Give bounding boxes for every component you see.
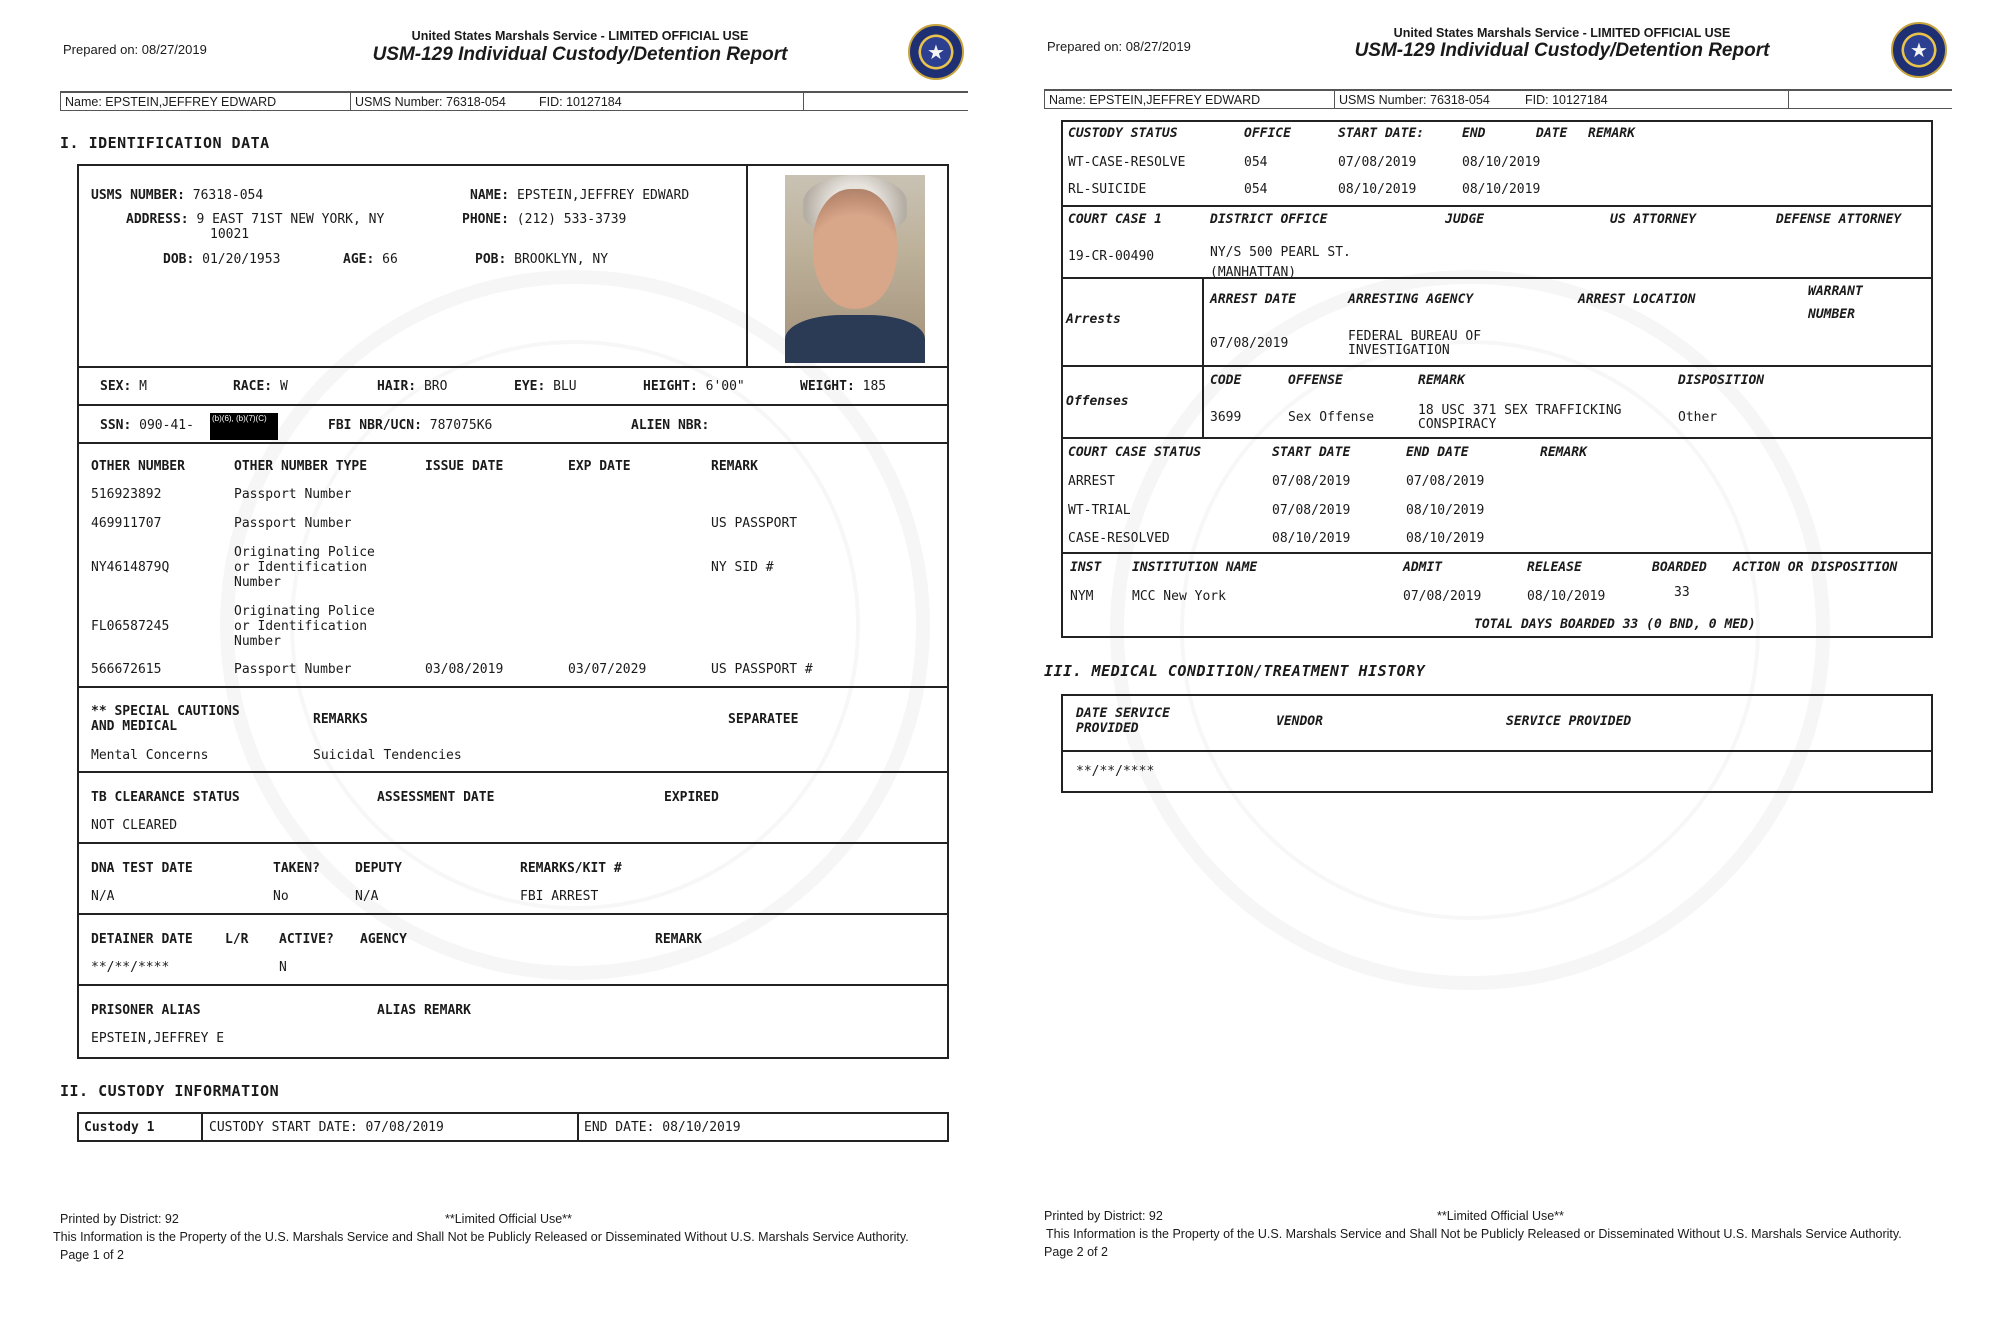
- weight-value: 185: [862, 379, 887, 394]
- arrests-label: Arrests: [1066, 312, 1121, 327]
- custody-start: 08/10/2019: [1338, 182, 1417, 197]
- arrest-location-header: ARREST LOCATION: [1578, 292, 1696, 307]
- other-number-type: Originating Police: [234, 604, 375, 619]
- offense-remark-header: REMARK: [1418, 373, 1465, 388]
- issue-date-header: ISSUE DATE: [425, 459, 504, 474]
- inst-header: INST: [1070, 560, 1102, 575]
- printed-by-district: Printed by District: 92: [60, 1212, 179, 1226]
- other-number-remark: NY SID #: [711, 560, 774, 575]
- institution-name: MCC New York: [1132, 589, 1226, 604]
- custody-status: WT-CASE-RESOLVE: [1068, 155, 1186, 170]
- boarded-days: 33: [1674, 585, 1690, 600]
- medical-section-title: III. MEDICAL CONDITION/TREATMENT HISTORY: [1044, 662, 1426, 680]
- height-value: 6'00": [705, 379, 745, 394]
- sex-value: M: [139, 379, 147, 394]
- tb-status-header: TB CLEARANCE STATUS: [91, 790, 240, 805]
- action-disposition-header: ACTION OR DISPOSITION: [1733, 560, 1898, 575]
- offense-code: 3699: [1210, 410, 1242, 425]
- name-bar-fid: FID: 10127184: [539, 95, 622, 109]
- date-service-header-line2: PROVIDED: [1076, 721, 1139, 736]
- custody-box: [77, 1112, 949, 1142]
- detainer-date-value: **/**/****: [91, 960, 170, 975]
- other-number: FL06587245: [91, 619, 170, 634]
- other-number: 469911707: [91, 516, 162, 531]
- other-number-header: OTHER NUMBER: [91, 459, 185, 474]
- special-remark-value: Suicidal Tendencies: [313, 748, 462, 763]
- other-number-issue-date: 03/08/2019: [425, 662, 504, 677]
- ssn-label: SSN:: [100, 418, 132, 433]
- arresting-agency-header: ARRESTING AGENCY: [1348, 292, 1474, 307]
- alias-remark-header: ALIAS REMARK: [377, 1003, 471, 1018]
- custody-office: 054: [1244, 182, 1268, 197]
- offense-remark-line1: 18 USC 371 SEX TRAFFICKING: [1418, 403, 1622, 418]
- height-label: HEIGHT:: [643, 379, 698, 394]
- prisoner-alias-header: PRISONER ALIAS: [91, 1003, 201, 1018]
- remark-header: REMARK: [711, 459, 758, 474]
- special-cautions-header: ** SPECIAL CAUTIONS: [91, 704, 240, 719]
- page-number: Page 1 of 2: [60, 1248, 124, 1262]
- other-number: NY4614879Q: [91, 560, 170, 575]
- dob-value: 01/20/1953: [202, 252, 281, 267]
- ccs-status: CASE-RESOLVED: [1068, 531, 1170, 546]
- other-number-type: Number: [234, 575, 281, 590]
- warrant-number-header: NUMBER: [1808, 307, 1855, 322]
- dna-date-value: N/A: [91, 889, 115, 904]
- custody-end: 08/10/2019: [1462, 182, 1541, 197]
- warrant-header: WARRANT: [1808, 284, 1863, 299]
- custody-office: 054: [1244, 155, 1268, 170]
- detainer-agency-header: AGENCY: [360, 932, 407, 947]
- other-number: 516923892: [91, 487, 162, 502]
- property-notice: This Information is the Property of the U.S. Marshals Service and Shall Not be Publicly Released or Disseminated Without U.S. Marshals Service Authority.: [1046, 1227, 1902, 1241]
- other-number-exp-date: 03/07/2029: [568, 662, 647, 677]
- other-number-type-header: OTHER NUMBER TYPE: [234, 459, 368, 474]
- name-bar-fid: FID: 10127184: [1525, 93, 1608, 107]
- address-label: ADDRESS:: [126, 212, 189, 227]
- other-number-type: Originating Police: [234, 545, 375, 560]
- ccs-end: 07/08/2019: [1406, 474, 1485, 489]
- us-attorney-header: US ATTORNEY: [1610, 212, 1697, 227]
- boarded-header: BOARDED: [1652, 560, 1707, 575]
- name-bar-usms: USMS Number: 76318-054: [355, 95, 506, 109]
- arrest-date-header: ARREST DATE: [1210, 292, 1297, 307]
- ccs-status: ARREST: [1068, 474, 1115, 489]
- offense-remark-line2: CONSPIRACY: [1418, 417, 1497, 432]
- sex-label: SEX:: [100, 379, 132, 394]
- ccs-end-date-header: END DATE: [1406, 445, 1469, 460]
- offenses-label: Offenses: [1066, 394, 1129, 409]
- alien-number-label: ALIEN NBR:: [631, 418, 710, 433]
- dna-taken-value: No: [273, 889, 289, 904]
- custody-start: 07/08/2019: [1338, 155, 1417, 170]
- hair-label: HAIR:: [377, 379, 417, 394]
- special-remarks-header: REMARKS: [313, 712, 368, 727]
- detainer-active-header: ACTIVE?: [279, 932, 334, 947]
- tb-status-value: NOT CLEARED: [91, 818, 178, 833]
- remark-header: REMARK: [1588, 126, 1635, 141]
- date-service-header: DATE SERVICE: [1076, 706, 1170, 721]
- medical-box: [1061, 694, 1933, 793]
- name-label: NAME:: [470, 188, 510, 203]
- printed-by-district: Printed by District: 92: [1044, 1209, 1163, 1223]
- race-label: RACE:: [233, 379, 273, 394]
- admit-date: 07/08/2019: [1403, 589, 1482, 604]
- medical-date-value: **/**/****: [1076, 764, 1155, 779]
- address-line2: 10021: [210, 227, 250, 242]
- arresting-agency-line2: INVESTIGATION: [1348, 343, 1450, 358]
- other-number-type: or Identification: [234, 619, 368, 634]
- dna-deputy-value: N/A: [355, 889, 379, 904]
- special-cautions-header-line2: AND MEDICAL: [91, 719, 178, 734]
- report-page-2: [1000, 0, 2000, 1324]
- other-number-type: Passport Number: [234, 516, 352, 531]
- offense-header: OFFENSE: [1288, 373, 1343, 388]
- tb-assessment-header: ASSESSMENT DATE: [377, 790, 495, 805]
- ssn-redaction: (b)(6), (b)(7)(C): [210, 413, 278, 440]
- end-header: END: [1462, 126, 1486, 141]
- dob-label: DOB:: [163, 252, 195, 267]
- name-bar-name: Name: EPSTEIN,JEFFREY EDWARD: [1049, 93, 1261, 107]
- court-office-line1: NY/S 500 PEARL ST.: [1210, 245, 1351, 260]
- detainer-remark-header: REMARK: [655, 932, 702, 947]
- dna-deputy-header: DEPUTY: [355, 861, 402, 876]
- name-bar-name: Name: EPSTEIN,JEFFREY EDWARD: [65, 95, 277, 109]
- dna-remarks-value: FBI ARREST: [520, 889, 599, 904]
- limited-official-use: **Limited Official Use**: [1437, 1209, 1564, 1223]
- other-number-type: Number: [234, 634, 281, 649]
- limited-official-use: **Limited Official Use**: [445, 1212, 572, 1226]
- court-case-header: COURT CASE 1: [1068, 212, 1162, 227]
- ccs-remark-header: REMARK: [1540, 445, 1587, 460]
- property-notice: This Information is the Property of the U.S. Marshals Service and Shall Not be Publicly Released or Disseminated Without U.S. Marshals Service Authority.: [53, 1230, 909, 1244]
- other-number-remark: US PASSPORT #: [711, 662, 813, 677]
- pob-value: BROOKLYN, NY: [514, 252, 609, 267]
- dna-taken-header: TAKEN?: [273, 861, 320, 876]
- judge-header: JUDGE: [1445, 212, 1485, 227]
- admit-header: ADMIT: [1403, 560, 1443, 575]
- usms-seal-icon: [908, 24, 964, 80]
- age-label: AGE:: [343, 252, 375, 267]
- hair-value: BRO: [423, 379, 448, 394]
- arresting-agency-line1: FEDERAL BUREAU OF: [1348, 329, 1482, 344]
- custody-status-header: CUSTODY STATUS: [1068, 126, 1178, 141]
- name-value: EPSTEIN,JEFFREY EDWARD: [516, 188, 690, 203]
- pob-label: POB:: [475, 252, 507, 267]
- exp-date-header: EXP DATE: [568, 459, 631, 474]
- total-days-boarded: TOTAL DAYS BOARDED 33 (0 BND, 0 MED): [1474, 617, 1756, 632]
- ccs-end: 08/10/2019: [1406, 503, 1485, 518]
- header-agency-line: United States Marshals Service - LIMITED OFFICIAL USE: [1393, 26, 1731, 40]
- inst-code: NYM: [1070, 589, 1094, 604]
- other-number: 566672615: [91, 662, 162, 677]
- ccs-start: 08/10/2019: [1272, 531, 1351, 546]
- ccs-start: 07/08/2019: [1272, 474, 1351, 489]
- age-value: 66: [382, 252, 398, 267]
- court-case-status-header: COURT CASE STATUS: [1068, 445, 1202, 460]
- special-caution-value: Mental Concerns: [91, 748, 209, 763]
- usms-number-label: USMS NUMBER:: [91, 188, 185, 203]
- ccs-start-date-header: START DATE: [1272, 445, 1351, 460]
- separatee-header: SEPARATEE: [728, 712, 799, 727]
- prepared-on: Prepared on: 08/27/2019: [1047, 39, 1191, 54]
- disposition-value: Other: [1678, 410, 1718, 425]
- custody-status: RL-SUICIDE: [1068, 182, 1147, 197]
- header-agency-line: United States Marshals Service - LIMITED OFFICIAL USE: [411, 29, 749, 43]
- other-number-remark: US PASSPORT: [711, 516, 798, 531]
- office-header: OFFICE: [1244, 126, 1291, 141]
- report-title: USM-129 Individual Custody/Detention Report: [372, 44, 788, 65]
- ccs-status: WT-TRIAL: [1068, 503, 1131, 518]
- eye-label: EYE:: [514, 379, 546, 394]
- prepared-on: Prepared on: 08/27/2019: [63, 42, 207, 57]
- disposition-header: DISPOSITION: [1678, 373, 1765, 388]
- vendor-header: VENDOR: [1276, 714, 1323, 729]
- code-header: CODE: [1210, 373, 1242, 388]
- name-bar: [1044, 89, 1952, 109]
- usms-number-value: 76318-054: [192, 188, 264, 203]
- detainer-date-header: DETAINER DATE: [91, 932, 193, 947]
- start-date-header: START DATE:: [1338, 126, 1425, 141]
- custody-end: 08/10/2019: [1462, 155, 1541, 170]
- offense-value: Sex Offense: [1288, 410, 1375, 425]
- prisoner-alias-value: EPSTEIN,JEFFREY E: [91, 1031, 225, 1046]
- fbi-number-label: FBI NBR/UCN:: [328, 418, 422, 433]
- arrest-date-value: 07/08/2019: [1210, 336, 1289, 351]
- detainer-lr-header: L/R: [225, 932, 249, 947]
- detainer-active-value: N: [279, 960, 287, 975]
- court-office-line2: (MANHATTAN): [1210, 265, 1297, 280]
- phone-value: (212) 533-3739: [516, 212, 627, 227]
- other-number-type: Passport Number: [234, 487, 352, 502]
- page-number: Page 2 of 2: [1044, 1245, 1108, 1259]
- dna-remarks-header: REMARKS/KIT #: [520, 861, 622, 876]
- weight-label: WEIGHT:: [800, 379, 855, 394]
- name-bar: [60, 91, 968, 111]
- eye-value: BLU: [553, 379, 577, 394]
- other-number-type: or Identification: [234, 560, 368, 575]
- ccs-end: 08/10/2019: [1406, 531, 1485, 546]
- race-value: W: [279, 379, 288, 394]
- custody-section-title: II. CUSTODY INFORMATION: [60, 1082, 280, 1100]
- court-case-number: 19-CR-00490: [1068, 249, 1155, 264]
- fbi-number-value: 787075K6: [429, 418, 493, 433]
- name-bar-usms: USMS Number: 76318-054: [1339, 93, 1490, 107]
- service-provided-header: SERVICE PROVIDED: [1506, 714, 1632, 729]
- usms-seal-icon: [1891, 22, 1947, 78]
- district-office-header: DISTRICT OFFICE: [1210, 212, 1328, 227]
- other-number-type: Passport Number: [234, 662, 352, 677]
- ccs-start: 07/08/2019: [1272, 503, 1351, 518]
- custody-end-date: END DATE: 08/10/2019: [584, 1120, 741, 1135]
- report-title: USM-129 Individual Custody/Detention Report: [1354, 40, 1770, 61]
- address-line1: 9 EAST 71ST NEW YORK, NY: [196, 212, 385, 227]
- release-date: 08/10/2019: [1527, 589, 1606, 604]
- booking-photo: [785, 175, 925, 363]
- institution-name-header: INSTITUTION NAME: [1132, 560, 1258, 575]
- tb-expired-header: EXPIRED: [664, 790, 719, 805]
- custody-start-date: CUSTODY START DATE: 07/08/2019: [209, 1120, 444, 1135]
- dna-date-header: DNA TEST DATE: [91, 861, 193, 876]
- identification-section-title: I. IDENTIFICATION DATA: [60, 134, 270, 152]
- defense-attorney-header: DEFENSE ATTORNEY: [1776, 212, 1902, 227]
- date-header: DATE: [1536, 126, 1568, 141]
- phone-label: PHONE:: [462, 212, 509, 227]
- release-header: RELEASE: [1527, 560, 1582, 575]
- custody-label: Custody 1: [84, 1120, 155, 1135]
- ssn-value: 090-41-: [139, 418, 194, 433]
